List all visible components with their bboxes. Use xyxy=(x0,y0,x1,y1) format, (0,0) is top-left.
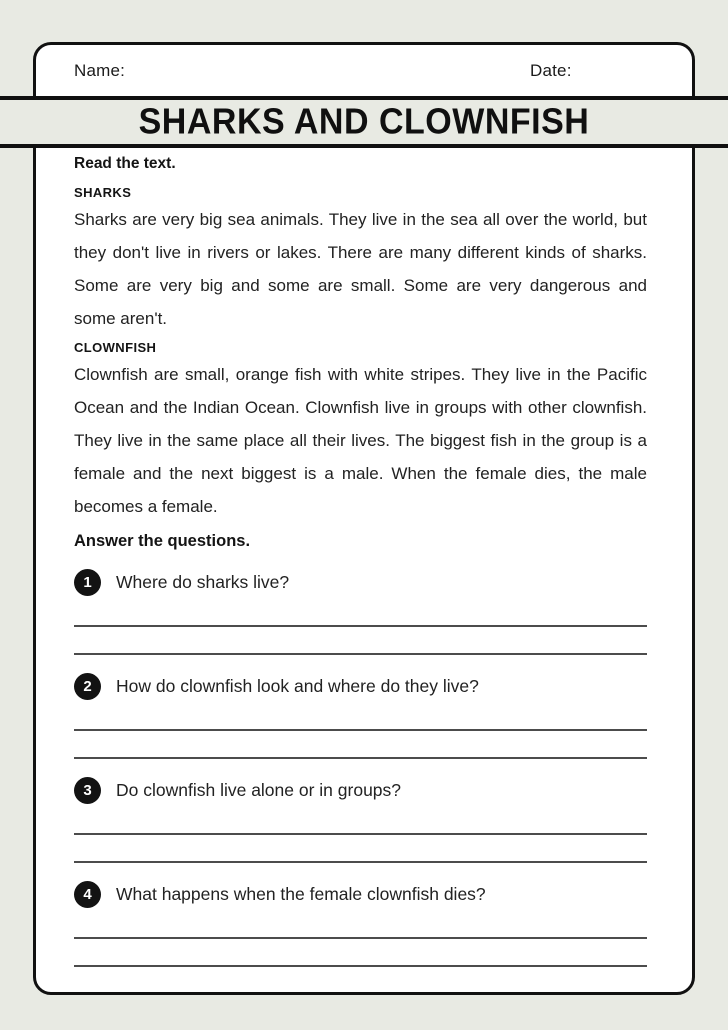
question-3 xyxy=(74,776,647,863)
passage-text: Sharks are very big sea animals. They live in the sea all over the world, but they don't live in rivers or lakes. There are many different kinds of sharks. Some are very big and some are small. Some are very dangerous and some aren't. xyxy=(74,210,647,328)
answer-line[interactable] xyxy=(74,596,647,627)
answer-line[interactable] xyxy=(74,731,647,759)
passage-sharks xyxy=(74,185,647,335)
question-1 xyxy=(74,568,647,655)
question-text: Do clownfish live alone or in groups? xyxy=(116,779,402,800)
title-banner xyxy=(0,96,728,148)
question-row xyxy=(74,880,647,908)
question-text: What happens when the female clownfish dies? xyxy=(116,883,486,904)
answer-line[interactable] xyxy=(74,804,647,835)
passage-heading: SHARKS xyxy=(74,185,132,200)
question-number-badge: 3 xyxy=(74,777,101,804)
question-number-badge: 4 xyxy=(74,881,101,908)
question-row xyxy=(74,672,647,700)
question-number-badge: 1 xyxy=(74,569,101,596)
passage-clownfish xyxy=(74,340,647,523)
read-instruction: Read the text. xyxy=(74,155,176,172)
answer-instruction: Answer the questions. xyxy=(74,532,251,550)
question-number-badge: 2 xyxy=(74,673,101,700)
date-label: Date: xyxy=(530,61,572,80)
question-row xyxy=(74,568,647,596)
passage-heading: CLOWNFISH xyxy=(74,340,157,355)
name-label: Name: xyxy=(74,61,126,80)
question-2 xyxy=(74,672,647,759)
question-row xyxy=(74,776,647,804)
answer-line[interactable] xyxy=(74,627,647,655)
answer-line[interactable] xyxy=(74,939,647,967)
answer-line[interactable] xyxy=(74,835,647,863)
question-text: How do clownfish look and where do they live? xyxy=(116,675,479,696)
question-4 xyxy=(74,880,647,967)
passage-text: Clownfish are small, orange fish with white stripes. They live in the Pacific Ocean and the Indian Ocean. Clownfish live in groups with other clownfish. They live in the same place all their lives. The biggest fish in the group is a female and the next biggest is a male. When the female dies, the male becomes a female. xyxy=(74,365,647,516)
question-text: Where do sharks live? xyxy=(116,571,290,592)
worksheet-card xyxy=(33,100,695,995)
worksheet-title: SHARKS AND CLOWNFISH xyxy=(138,101,590,142)
answer-line[interactable] xyxy=(74,700,647,731)
answer-line[interactable] xyxy=(74,908,647,939)
